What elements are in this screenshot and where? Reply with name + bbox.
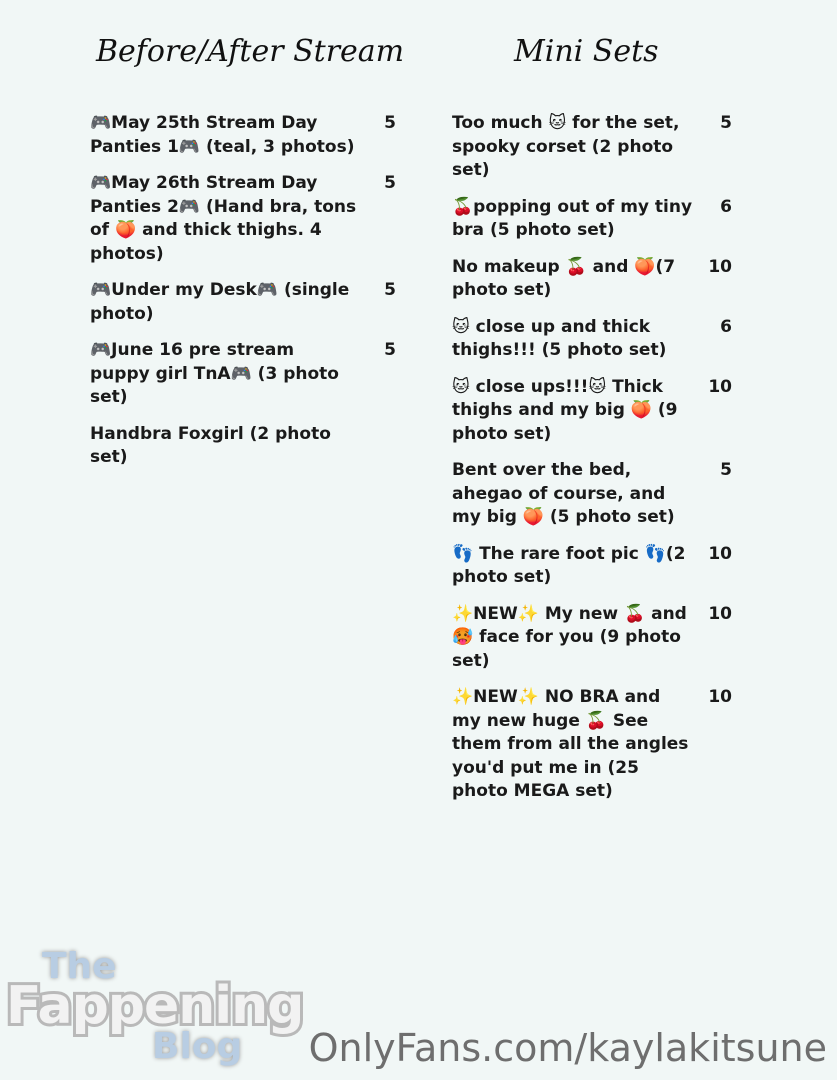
list-item bbox=[452, 543, 742, 590]
list-item bbox=[452, 256, 742, 303]
list-item bbox=[90, 112, 400, 159]
item-price: 5 bbox=[384, 113, 396, 133]
item-description: Too much 🐱 for the set, spooky corset (2 photo set) bbox=[452, 113, 680, 180]
item-price: 10 bbox=[708, 603, 732, 624]
list-item bbox=[452, 112, 742, 183]
item-description: Bent over the bed, ahegao of course, and my big 🍑 (5 photo set) bbox=[452, 460, 675, 527]
list-item bbox=[452, 686, 742, 804]
item-description: 🍒popping out of my tiny bra (5 photo set) bbox=[452, 196, 693, 240]
item-description: ✨NEW✨ NO BRA and my new huge 🍒 See them from all the angles you'd put me in (25 photo MEGA set) bbox=[452, 687, 689, 801]
item-price: 6 bbox=[720, 316, 732, 337]
before-after-stream-heading: Before/After Stream bbox=[96, 34, 405, 69]
watermark-blog: Blog bbox=[152, 1026, 243, 1067]
item-price: 10 bbox=[708, 256, 732, 277]
item-price: 5 bbox=[384, 280, 396, 300]
item-description: 🐱 close up and thick thighs!!! (5 photo set) bbox=[452, 316, 667, 360]
item-description: 🎮June 16 pre stream puppy girl TnA🎮 (3 photo set) bbox=[90, 340, 339, 407]
list-item bbox=[452, 459, 742, 530]
watermark-url: OnlyFans.com/kaylakitsune bbox=[308, 1026, 827, 1070]
watermark-fappening: Fappening bbox=[6, 976, 304, 1036]
item-description: 🐱 close ups!!!🐱 Thick thighs and my big 🍑 (9 photo set) bbox=[452, 376, 678, 444]
item-description: 👣 The rare foot pic 👣(2 photo set) bbox=[452, 543, 686, 587]
list-item bbox=[452, 196, 742, 243]
list-item bbox=[90, 339, 400, 410]
list-item bbox=[90, 279, 400, 326]
list-item bbox=[90, 423, 400, 470]
item-description: Handbra Foxgirl (2 photo set) bbox=[90, 423, 331, 467]
item-price: 6 bbox=[720, 196, 732, 217]
item-description: No makeup 🍒 and 🍑(7 photo set) bbox=[452, 256, 676, 300]
list-item bbox=[452, 603, 742, 674]
list-item bbox=[90, 172, 400, 266]
item-description: 🎮May 26th Stream Day Panties 2🎮 (Hand bra, tons of 🍑 and thick thighs. 4 photos) bbox=[90, 173, 357, 264]
item-price: 10 bbox=[708, 687, 732, 707]
list-item bbox=[452, 316, 742, 363]
item-price: 5 bbox=[384, 173, 396, 193]
item-description: 🎮May 25th Stream Day Panties 1🎮 (teal, 3 photos) bbox=[90, 113, 355, 157]
mini-sets-heading: Mini Sets bbox=[514, 34, 659, 69]
item-description: 🎮Under my Desk🎮 (single photo) bbox=[90, 280, 350, 324]
item-description: ✨NEW✨ My new 🍒 and 🥵 face for you (9 photo set) bbox=[452, 603, 687, 671]
item-price: 10 bbox=[708, 376, 732, 397]
item-price: 5 bbox=[384, 340, 396, 360]
mini-sets-list bbox=[452, 112, 742, 817]
before-after-stream-list bbox=[90, 112, 400, 483]
item-price: 5 bbox=[720, 460, 732, 480]
list-item bbox=[452, 376, 742, 447]
item-price: 10 bbox=[708, 543, 732, 564]
watermark-logo bbox=[6, 946, 326, 1076]
watermark-the: The bbox=[42, 946, 117, 987]
item-price: 5 bbox=[720, 113, 732, 133]
